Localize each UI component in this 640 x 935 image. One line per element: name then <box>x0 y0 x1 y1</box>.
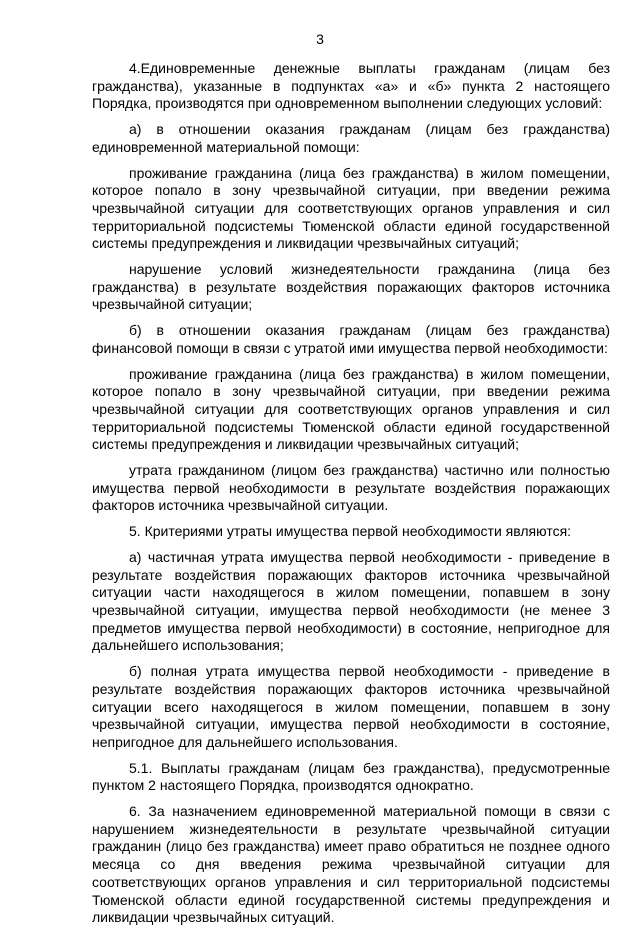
paragraph-5-1-one-time: 5.1. Выплаты гражданам (лицам без гражданства), предусмотренные пунктом 2 настоящего Порядка, производятся однократно. <box>92 759 610 794</box>
paragraph-5b-full-loss: б) полная утрата имущества первой необходимости - приведение в результате воздействия поражающих факторов источника чрезвычайной ситуации всего находящегося в жилом помещении, попавшем в зону чрезвычайной ситуации, имущества первой необходимости в состояние, непригодное для дальнейшего использования. <box>92 663 610 750</box>
paragraph-4a-heading: а) в отношении оказания гражданам (лицам без гражданства) единовременной материальной помощи: <box>92 121 610 155</box>
paragraph-4b-condition-residence: проживание гражданина (лица без гражданства) в жилом помещении, которое попало в зону чрезвычайной ситуации, при введении режима чрезвычайной ситуации для соответствующих органов управления и сил территориальной подсистемы Тюменской области единой государственной системы предупреждения и ликвидации чрезвычайных ситуаций; <box>92 365 610 453</box>
paragraph-4a-condition-residence: проживание гражданина (лица без гражданства) в жилом помещении, которое попало в зону чрезвычайной ситуации, при введении режима чрезвычайной ситуации для соответствующих органов управления и сил территориальной подсистемы Тюменской области единой государственной системы предупреждения и ликвидации чрезвычайных ситуаций; <box>92 164 610 252</box>
paragraph-5a-partial-loss: а) частичная утрата имущества первой необходимости - приведение в результате воздействия поражающих факторов источника чрезвычайной ситуации части находящегося в жилом помещении, попавшем в зону чрезвычайной ситуации, имущества первой необходимости (не менее 3 предметов имущества первой необходимости) в состояние, непригодное для дальнейшего использования; <box>92 548 610 654</box>
paragraph-4-intro: 4.Единовременные денежные выплаты гражданам (лицам без гражданства), указанные в подпунктах «а» и «б» пункта 2 настоящего Порядка, производятся при одновременном выполнении следующих условий: <box>92 60 610 112</box>
document-body <box>92 60 610 935</box>
paragraph-6-application-term: 6. За назначением единовременной материальной помощи в связи с нарушением жизнедеятельности в результате чрезвычайной ситуации гражданин (лицо без гражданства) имеет право обратиться не позднее одного месяца со дня введения режима чрезвычайной ситуации для соответствующих органов управления и сил территориальной подсистемы Тюменской области единой государственной системы предупреждения и ликвидации чрезвычайных ситуаций. <box>92 803 610 926</box>
paragraph-5-intro: 5. Критериями утраты имущества первой необходимости являются: <box>129 523 572 540</box>
paragraph-4b-heading: б) в отношении оказания гражданам (лицам без гражданства) финансовой помощи в связи с утратой ими имущества первой необходимости: <box>92 322 610 356</box>
paragraph-4b-condition-loss: утрата гражданином (лицом без гражданства) частично или полностью имущества первой необходимости в результате воздействия поражающих факторов источника чрезвычайной ситуации. <box>92 462 610 514</box>
page-number: 3 <box>316 31 324 47</box>
paragraph-4a-condition-disruption: нарушение условий жизнедеятельности гражданина (лица без гражданства) в результате воздействия поражающих факторов источника чрезвычайной ситуации; <box>92 261 610 313</box>
